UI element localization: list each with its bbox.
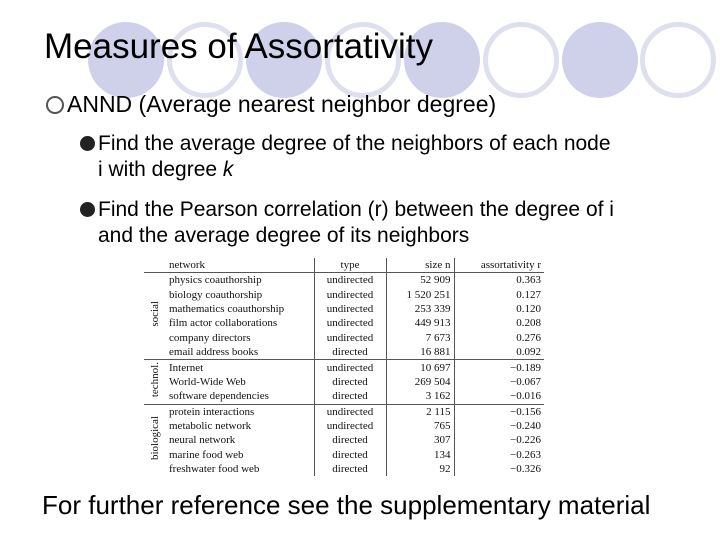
size-cell: 1 520 251: [386, 287, 454, 301]
table-row: [144, 404, 544, 419]
assortativity-cell: 0.276: [454, 331, 544, 345]
header-category: [144, 258, 166, 273]
table-row: [144, 331, 544, 345]
filled-bullet-icon: [80, 136, 95, 151]
table-header-row: [144, 258, 544, 273]
group-label: [144, 404, 166, 476]
table-row: [144, 316, 544, 330]
assortativity-cell: −0.189: [454, 360, 544, 375]
hollow-bullet-icon: [46, 96, 64, 114]
group-label-text: biological: [149, 416, 161, 461]
type-cell: undirected: [314, 316, 386, 330]
network-cell: freshwater food web: [169, 463, 260, 476]
filled-bullet-icon: [80, 202, 95, 217]
table-row: [144, 448, 544, 462]
network-cell: company directors: [169, 331, 251, 344]
subbullet-1-line1: Find the average degree of the neighbors of each node: [98, 132, 611, 155]
table-row: [144, 345, 544, 360]
network-cell: marine food web: [169, 448, 244, 461]
size-cell: 16 881: [386, 345, 454, 360]
table-body: [144, 273, 544, 477]
decor-ring: [640, 22, 716, 98]
size-cell: 10 697: [386, 360, 454, 375]
header-network: network: [166, 258, 314, 273]
header-type: type: [314, 258, 386, 273]
table: [144, 258, 544, 476]
type-cell: undirected: [314, 331, 386, 345]
table-row: [144, 273, 544, 288]
type-cell: directed: [314, 345, 386, 360]
type-cell: undirected: [314, 302, 386, 316]
decor-circle: [562, 22, 638, 98]
type-cell: undirected: [314, 273, 386, 288]
size-cell: 7 673: [386, 331, 454, 345]
assortativity-cell: 0.208: [454, 316, 544, 330]
subbullet-1: [80, 131, 611, 183]
assortativity-cell: −0.240: [454, 419, 544, 433]
type-cell: undirected: [314, 419, 386, 433]
assortativity-cell: −0.067: [454, 375, 544, 389]
network-cell: World-Wide Web: [169, 375, 246, 388]
size-cell: 307: [386, 433, 454, 447]
size-cell: 269 504: [386, 375, 454, 389]
decor-ring: [483, 22, 559, 98]
assortativity-cell: −0.156: [454, 404, 544, 419]
network-cell: film actor collaborations: [169, 317, 278, 330]
group-label: [144, 273, 166, 360]
bullet-text: ANND (Average nearest neighbor degree): [67, 91, 497, 117]
network-cell: mathematics coauthorship: [169, 302, 285, 315]
size-cell: 52 909: [386, 273, 454, 288]
size-cell: 765: [386, 419, 454, 433]
assortativity-cell: −0.226: [454, 433, 544, 447]
assortativity-cell: −0.326: [454, 462, 544, 476]
size-cell: 253 339: [386, 302, 454, 316]
header-assortativity: assortativity r: [454, 258, 544, 273]
bullet-annd: [46, 89, 496, 119]
size-cell: 2 115: [386, 404, 454, 419]
network-cell: neural network: [169, 434, 236, 447]
type-cell: undirected: [314, 287, 386, 301]
table-row: [144, 462, 544, 476]
table-row: [144, 389, 544, 404]
group-label: [144, 360, 166, 404]
assortativity-cell: −0.016: [454, 389, 544, 404]
network-cell: protein interactions: [166, 404, 314, 419]
type-cell: directed: [314, 433, 386, 447]
network-cell: software dependencies: [169, 390, 269, 403]
assortativity-cell: −0.263: [454, 448, 544, 462]
table-row: [144, 419, 544, 433]
table-row: [144, 360, 544, 375]
assortativity-cell: 0.092: [454, 345, 544, 360]
network-cell: metabolic network: [169, 420, 252, 433]
network-cell: email address books: [169, 346, 259, 359]
size-cell: 449 913: [386, 316, 454, 330]
type-cell: directed: [314, 448, 386, 462]
network-cell: Internet: [166, 360, 314, 375]
size-cell: 92: [386, 462, 454, 476]
size-cell: 134: [386, 448, 454, 462]
subbullet-2: [80, 197, 614, 249]
table-row: [144, 287, 544, 301]
table-row: [144, 433, 544, 447]
assortativity-cell: 0.363: [454, 273, 544, 288]
network-cell: physics coauthorship: [169, 274, 262, 287]
slide-title: Measures of Assortativity: [44, 27, 434, 66]
type-cell: undirected: [314, 360, 386, 375]
type-cell: directed: [314, 389, 386, 404]
subbullet-2-line2: and the average degree of its neighbors: [98, 224, 470, 247]
group-label-text: social: [149, 301, 161, 327]
type-cell: undirected: [314, 404, 386, 419]
subbullet-2-line1: Find the Pearson correlation (r) between the degree of i: [98, 198, 614, 221]
subbullet-1-italic: k: [222, 158, 234, 181]
table-row: [144, 302, 544, 316]
footer-note: For further reference see the supplementary material: [42, 490, 651, 520]
group-label-text: technol.: [149, 362, 161, 398]
assortativity-table: [144, 258, 544, 478]
header-size: size n: [386, 258, 454, 273]
subbullet-1-line2: i with degree: [98, 158, 223, 181]
table-row: [144, 375, 544, 389]
type-cell: directed: [314, 375, 386, 389]
network-cell: biology coauthorship: [169, 288, 263, 301]
size-cell: 3 162: [386, 389, 454, 404]
assortativity-cell: 0.127: [454, 287, 544, 301]
type-cell: directed: [314, 462, 386, 476]
assortativity-cell: 0.120: [454, 302, 544, 316]
